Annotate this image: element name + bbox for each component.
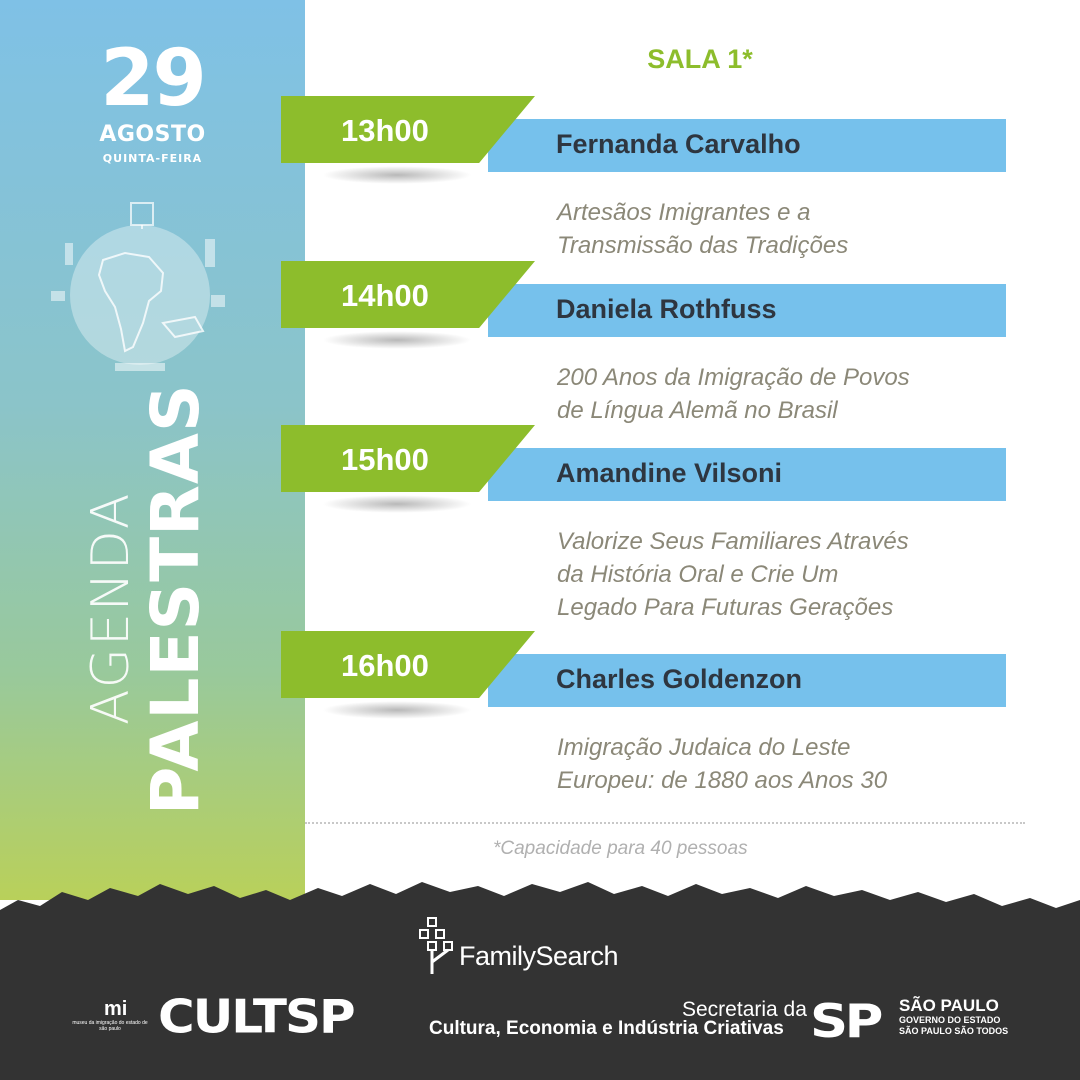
date-day: 29 [100,34,205,124]
title-agenda: AGENDA [81,491,141,725]
title-palestras: PALESTRAS [137,383,214,815]
room-label: SALA 1* [647,44,753,74]
date-weekday: QUINTA-FEIRA [102,152,203,165]
sp-logo-subtitle: GOVERNO DO ESTADO [899,1015,1001,1025]
tab-shadow [322,701,472,719]
museum-logo-text: museu da imigração do estado de são paulo [72,1020,148,1032]
schedule-item [0,631,1080,801]
talk-title: Artesãos Imigrantes e a Transmissão das Tradições [557,199,849,259]
sp-logo-slogan: SÃO PAULO SÃO TODOS [899,1026,1009,1036]
speaker-name: Daniela Rothfuss [556,294,777,324]
schedule-item [0,96,1080,266]
capacity-note: *Capacidade para 40 pessoas [493,838,748,859]
cultsp-logo: CULTSP [158,990,354,1044]
talk-title: 200 Anos da Imigração de Povos de Língua Alemã no Brasil [557,364,910,424]
familysearch-logo: FamilySearch [459,941,619,971]
museum-logo: mi [104,998,128,1020]
talk-title: Valorize Seus Familiares Através da História Oral e Crie Um Legado Para Futuras Gerações [557,528,909,621]
secretaria-line1: Secretaria da [682,998,807,1021]
tab-shadow [322,166,472,184]
time-label: 13h00 [341,113,429,148]
time-label: 16h00 [341,648,429,683]
sp-logo-mark: SP [810,994,880,1048]
time-label: 15h00 [341,442,429,477]
secretaria-line2: Cultura, Economia e Indústria Criativas [429,1018,784,1039]
tab-shadow [322,331,472,349]
date-month: AGOSTO [99,122,206,147]
sp-logo-title: SÃO PAULO [899,996,999,1015]
speaker-name: Amandine Vilsoni [556,458,783,488]
speaker-name: Charles Goldenzon [556,664,803,694]
talk-title: Imigração Judaica do Leste Europeu: de 1880 aos Anos 30 [557,734,888,794]
speaker-name: Fernanda Carvalho [556,129,801,159]
time-label: 14h00 [341,278,429,313]
divider [305,822,1025,824]
tab-shadow [322,495,472,513]
schedule-item [0,261,1080,431]
